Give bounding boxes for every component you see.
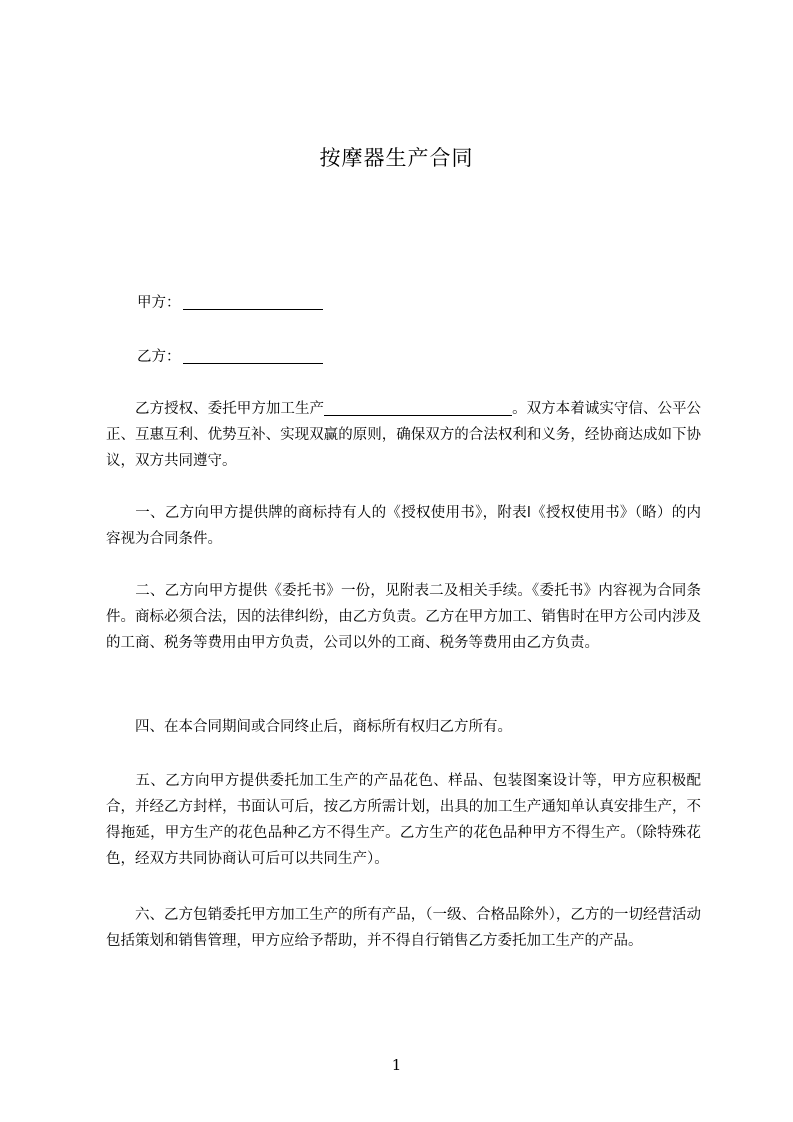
page-number: 1 [391, 1056, 402, 1074]
clause-5 [106, 768, 701, 872]
product-blank [324, 401, 512, 416]
party-b-blank [183, 349, 323, 364]
clause-text: 二、乙方向甲方提供《委托书》一份，见附表二及相关手续。《委托书》内容视为合同条件。商标必须合法，因的法律纠纷，由乙方负责。乙方在甲方加工、销售时在甲方公司内涉及的工商、税务等费用由甲方负责，公司以外的工商、税务等费用由乙方负责。 [106, 583, 701, 651]
clause-text: 四、在本合同期间或合同终止后，商标所有权归乙方所有。 [135, 719, 512, 735]
intro-paragraph [106, 396, 701, 474]
clause-text: 五、乙方向甲方提供委托加工生产的产品花色、样品、包装图案设计等，甲方应积极配合，并经乙方封样，书面认可后，按乙方所需计划，出具的加工生产通知单认真安排生产，不得拖延，甲方生产的花色品种乙方不得生产。乙方生产的花色品种甲方不得生产。（除特殊花色，经双方共同协商认可后可以共同生产）。 [106, 773, 701, 867]
clause-4 [106, 714, 701, 740]
party-b-line [137, 345, 323, 366]
clause-text: 六、乙方包销委托甲方加工生产的所有产品，（一级、合格品除外），乙方的一切经营活动包括策划和销售管理，甲方应给予帮助，并不得自行销售乙方委托加工生产的产品。 [106, 907, 701, 949]
clause-1 [106, 500, 701, 552]
clause-text: 一、乙方向甲方提供牌的商标持有人的《授权使用书》，附表l《授权使用书》（略）的内容视为合同条件。 [106, 505, 701, 547]
party-b-label: 乙方： [137, 349, 181, 365]
intro-text-end: 。双方本着诚实守信、公平公正、互惠互利、优势互补、实现双赢的原则，确保双方的合法权利和义务，经协商达成如下协议，双方共同遵守。 [106, 401, 702, 469]
clause-2 [106, 578, 701, 656]
clause-6 [106, 902, 701, 954]
party-a-blank [183, 295, 323, 310]
document-title: 按摩器生产合同 [319, 146, 474, 170]
party-a-label: 甲方： [137, 295, 181, 311]
intro-text-start: 乙方授权、委托甲方加工生产 [135, 401, 325, 417]
party-a-line [137, 291, 323, 312]
